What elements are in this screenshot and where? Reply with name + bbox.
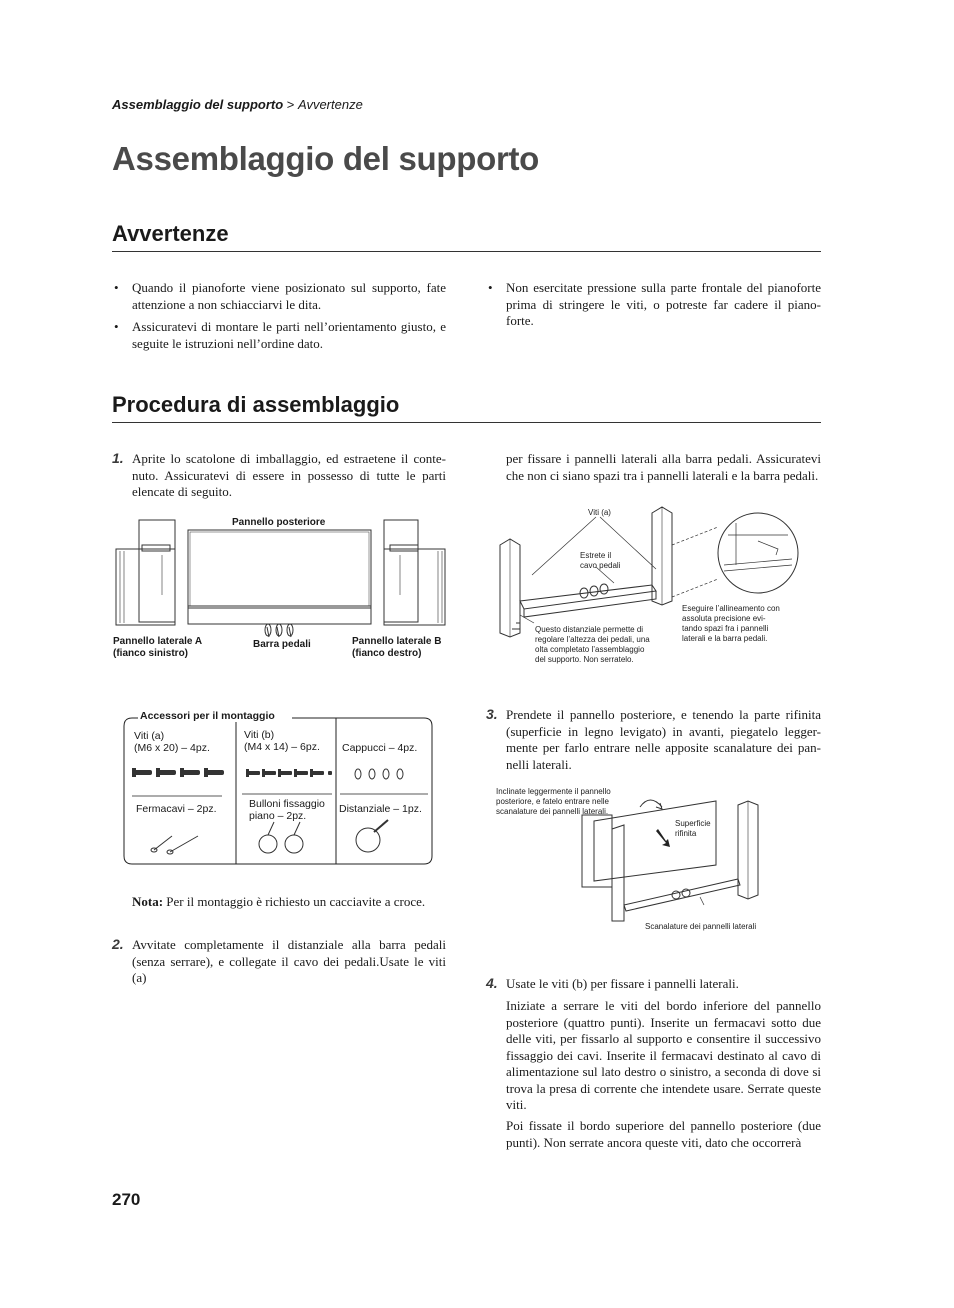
accessories-title: Accessori per il montaggio [140,710,275,722]
fig2-spacer-note: Questo distanziale permette di regolare l’altezza dei pedali, una olta completato l’assemblaggio del supporto. Non serratelo. [535,625,650,664]
screws-b-icons [246,769,332,777]
side-panel-a-top [139,520,175,622]
step-4-text: Usate le viti (b) per fissare i pannelli laterali. [506,976,739,991]
accessory-spacer: Distanziale – 1pz. [339,803,422,815]
fig2-align-note: Eseguire l’allineamento con assoluta precisione evi- tando spazi fra i pannelli laterali e la barra pedali. [682,604,780,643]
breadcrumb-separator: > [283,97,299,112]
label-pedal-bar: Barra pedali [253,639,311,650]
step-4 [486,975,821,993]
avvertenze-item-1: • Quando il pianoforte viene posizionato sul supporto, fate attenzione a non schiacciarvi le dita. [114,280,446,312]
fig2-screws-a: Viti (a) [588,508,611,517]
avvertenze-item-2: • Assicuratevi di montare le parti nell’orientamento giusto, e seguite le istruzioni nell’ordine dato. [114,319,446,351]
page-number: 270 [112,1190,141,1209]
bullet: • [488,280,493,295]
bullet: • [114,280,119,295]
heading-avvertenze: Avvertenze [112,221,229,246]
step-2 [112,936,446,987]
accessory-screws-a: Viti (a) (M6 x 20) – 4pz. [134,730,210,754]
step-2-continued: per fissare i pannelli laterali alla barra pedali. Assicuratevi che non ci siano spazi tra i pannelli laterali e la barra pedali. [506,451,821,483]
accessory-cable-ties: Fermacavi – 2pz. [136,803,217,815]
accessory-caps: Cappucci – 4pz. [342,742,418,754]
fig2-tighten: Estrete il cavo pedali [580,551,621,570]
step-2-number: 2. [112,936,124,952]
note-label: Nota: [132,894,164,909]
pedal-bar-drawing [520,585,656,609]
detail-circle [718,513,798,593]
step-4-number: 4. [486,975,498,991]
back-panel-shape [188,530,371,608]
label-side-b: Pannello laterale B (fianco destro) [352,636,442,659]
avvertenze-item-3: • Non esercitate pressione sulla parte frontale del pianoforte prima di stringere le viti, o potreste far cadere il piano- forte. [488,280,821,328]
step-1-text: Aprite lo scatolone di imballaggio, ed estraetene il conte- nuto. Assicuratevi di essere in possesso di tutte le parti elencate di seguito. [132,451,446,499]
label-side-a: Pannello laterale A (fianco sinistro) [113,636,203,659]
fig3-surface: Superficie rifinita [675,819,711,838]
note [132,894,452,911]
note-text: Per il montaggio è richiesto un cacciavite a croce. [163,894,426,909]
breadcrumb-page: Avvertenze [298,97,363,112]
step-4-paragraph-2: Poi fissate il bordo superiore del pannello posteriore (due punti). Non serrate ancora queste viti, dato che occorrerà [506,1118,821,1150]
step-3 [486,706,821,773]
rule-procedura [112,422,821,423]
bolt-icon-1 [259,835,277,853]
step-1 [112,450,446,501]
step-4-paragraph-1: Iniziate a serrare le viti del bordo inferiore del pannello posteriore (quattro punti). Inserite un fermacavi sotto due delle viti, per fissarlo al supporto e consentire il successivo fissaggio dei cavi. Inserite il fermacavi destinato al cavo di alimentazione sul lato destro o sinistro, a seconda di dove si trova la presa di corrente che intendete usare. Serrate queste viti. [506,998,821,1112]
spacer-icon [356,828,380,852]
bolt-icon-2 [285,835,303,853]
cable-tie-icons [154,836,198,852]
breadcrumb-section[interactable]: Assemblaggio del supporto [112,97,284,112]
pedal-bar-shape [188,606,371,624]
rule-avvertenze [112,251,821,252]
screws-a-icons [132,768,224,777]
breadcrumb [112,97,363,112]
step-3-number: 3. [486,706,498,722]
accessory-bolts: Bulloni fissaggio piano – 2pz. [249,798,325,822]
accessory-screws-b: Viti (b) (M4 x 14) – 6pz. [244,729,320,753]
fig3-grooves: Scanalature dei pannelli laterali [645,922,757,931]
label-back-panel: Pannello posteriore [232,517,326,528]
bullet: • [114,319,119,334]
side-panel-b-top [384,520,418,622]
step-3-text: Prendete il pannello posteriore, e tenendo la parte rifinita (superficie in legno levigato) in avanti, piegatelo legger- mente per farlo entrare nelle apposite scanalature dei pan- nelli laterali. [506,707,821,772]
fig3-tilt-note: Inclinate leggermente il pannello posteriore, e fatelo entrare nelle scanalature dei pannelli laterali. [496,787,611,816]
page-title: Assemblaggio del supporto [112,140,540,177]
heading-procedura: Procedura di assemblaggio [112,392,400,417]
step-1-number: 1. [112,450,124,466]
step-2-text: Avvitate completamente il distanziale alla barra pedali (senza serrare), e collegate il cavo dei pedali.Usate le viti (a) [132,937,446,985]
